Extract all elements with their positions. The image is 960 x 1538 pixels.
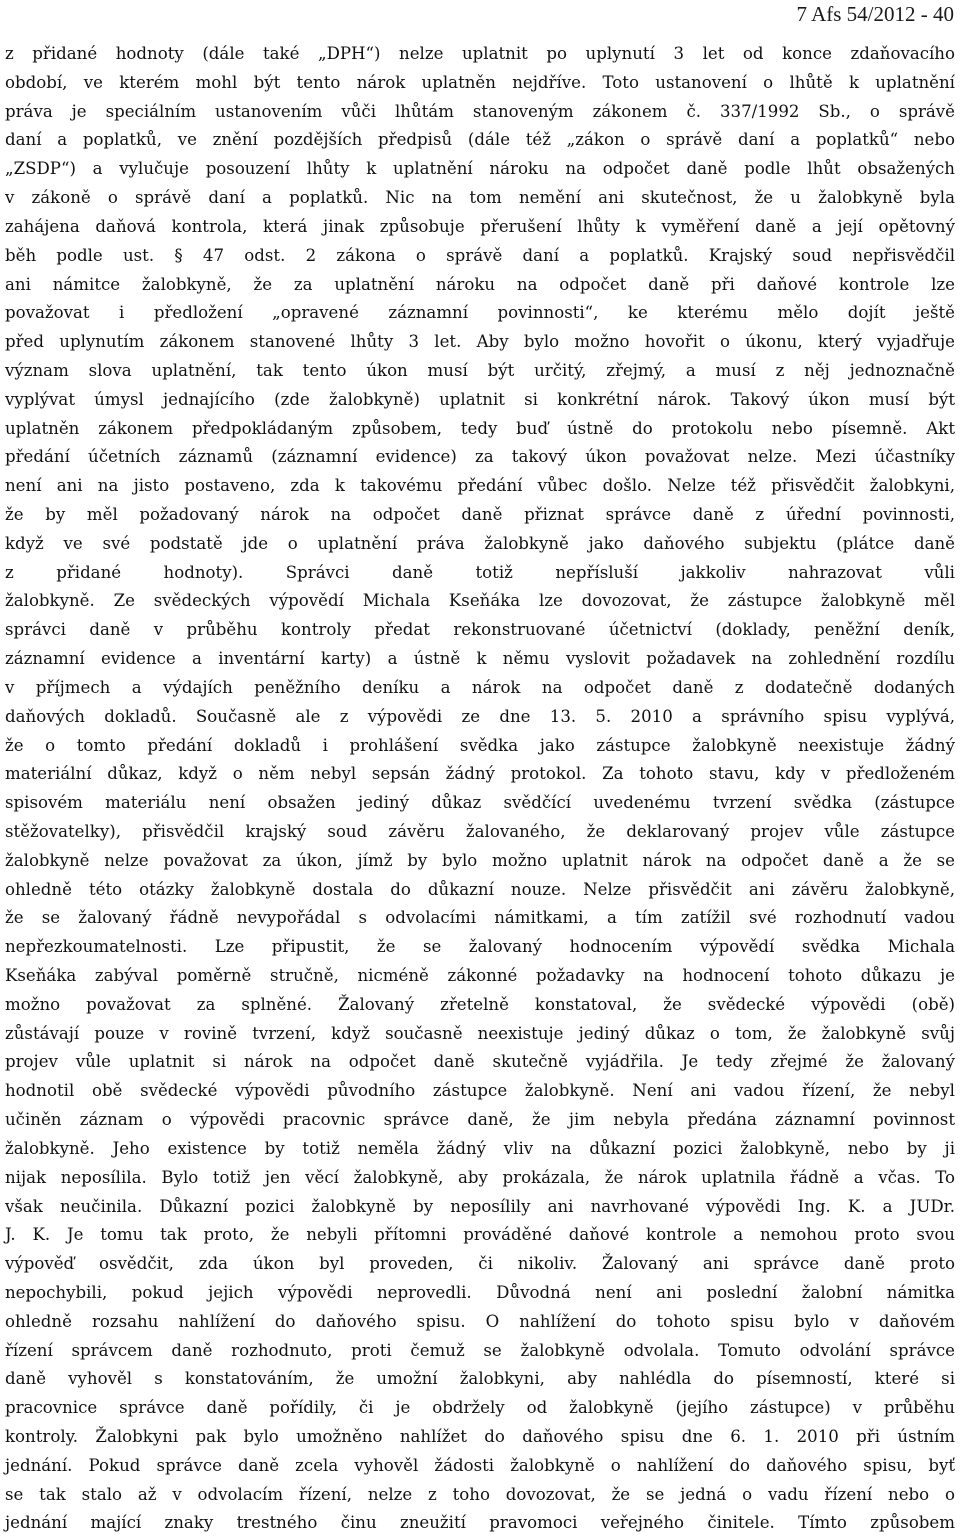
text-line: J. K. Je tomu tak proto, že nebyli přítomni prováděné daňové kontrole a nemohou proto svou (5, 1225, 955, 1245)
text-line: se tak stalo až v odvolacím řízení, nelze z toho dovozovat, že se jedná o vadu řízení nebo o (5, 1484, 955, 1504)
text-line: jednání. Pokud správce daně zcela vyhověl žádosti žalobkyně o nahlížení do daňového spisu, byť (5, 1455, 955, 1475)
text-line: před uplynutím zákonem stanovené lhůty 3 let. Aby bylo možno hovořit o úkonu, který vyjadřuje (5, 332, 955, 352)
text-line: předání účetních záznamů (záznamní evidence) za takový úkon považovat nelze. Mezi účastníky (5, 447, 955, 467)
text-line: že o tomto předání dokladů i prohlášení svědka jako zástupce žalobkyně neexistuje žádný (5, 735, 955, 755)
text-line: že by měl požadovaný nárok na odpočet daně přiznat správce daně z úřední povinnosti, (5, 505, 955, 524)
text-line: hodnotil obě svědecké výpovědi původního zástupce žalobkyně. Není ani vadou řízení, že nebyl (5, 1081, 955, 1101)
text-line: záznamní evidence a inventární karty) a ústně k němu vyslovit požadavek na zohlednění rozdílu (5, 649, 955, 669)
text-line: ohledně této otázky žalobkyně dostala do důkazní nouze. Nelze přisvědčit ani závěru žalobkyně, (5, 879, 955, 899)
text-line: materiální důkaz, když o něm nebyl sepsán žádný protokol. Za tohoto stavu, kdy v předloženém (5, 764, 955, 784)
text-line: období, ve kterém mohl být tento nárok uplatněn nejdříve. Toto ustanovení o lhůtě k uplatnění (5, 72, 955, 92)
text-line: z přidané hodnoty (dále také „DPH“) nelze uplatnit po uplynutí 3 let od konce zdaňovacího (5, 44, 955, 63)
text-line: spisovém materiálu není obsažen jediný důkaz svědčící uvedenému tvrzení svědka (zástupce (5, 793, 955, 813)
text-line: kontroly. Žalobkyni pak bylo umožněno nahlížet do daňového spisu dne 6. 1. 2010 při ústním (5, 1427, 955, 1446)
text-line: žalobkyně. Jeho existence by totiž neměla žádný vliv na důkazní pozici žalobkyně, nebo by ji (5, 1138, 955, 1158)
text-line: „ZSDP“) a vylučuje posouzení lhůty k uplatnění nároku na odpočet daně podle lhůt obsažených (5, 159, 955, 179)
text-line: řízení správcem daně rozhodnuto, proti čemuž se žalobkyně odvolala. Tomuto odvolání správce (5, 1340, 955, 1360)
text-line: možno považovat za splněné. Žalovaný zřetelně konstatoval, že svědecké výpovědi (obě) (5, 994, 955, 1014)
text-line: však neučinila. Důkazní pozici žalobkyně by neposílily ani navrhované výpovědi Ing. K. a JUDr. (5, 1196, 955, 1216)
text-line: v příjmech a výdajích peněžního deníku a nárok na odpočet daně z dodatečně dodaných (5, 677, 955, 697)
text-line: správci daně v průběhu kontroly předat rekonstruované účetnictví (doklady, peněžní deník, (5, 620, 955, 640)
text-line: zahájena daňová kontrola, která jinak způsobuje přerušení lhůty k vyměření daně a její opětovný (5, 216, 955, 236)
text-line: výpověď osvědčit, zda úkon byl proveden, či nikoliv. Žalovaný ani správce daně proto (5, 1254, 955, 1274)
text-line: žalobkyně. Ze svědeckých výpovědí Michala Kseňáka lze dovozovat, že zástupce žalobkyně měl (5, 591, 955, 611)
text-line: pracovnice správce daně pořídily, či je obdržely od žalobkyně (jejího zástupce) v průběhu (5, 1398, 955, 1418)
text-line: Kseňáka zabýval poměrně stručně, nicméně zákonné požadavky na hodnocení tohoto důkazu je (5, 966, 955, 985)
text-line: běh podle ust. § 47 odst. 2 zákona o správě daní a poplatků. Krajský soud nepřisvědčil (5, 245, 955, 265)
text-line: z přidané hodnoty). Správci daně totiž nepřísluší jakkoliv nahrazovat vůli (5, 562, 955, 582)
text-line: uplatněn zákonem předpokládaným způsobem, tedy buď ústně do protokolu nebo písemně. Akt (5, 418, 955, 438)
text-line: v zákoně o správě daní a poplatků. Nic na tom nemění ani skutečnost, že u žalobkyně byla (5, 188, 955, 208)
text-line: vyplývat úmysl jednajícího (zde žalobkyně) uplatnit si konkrétní nárok. Takový úkon musí být (5, 389, 955, 409)
text-line: že se žalovaný řádně nevypořádal s odvolacími námitkami, a tím zatížil své rozhodnutí vadou (5, 908, 955, 928)
judgment-body-text (5, 40, 955, 1538)
text-line: zůstávají pouze v rovině tvrzení, když současně neexistuje jediný důkaz o tom, že žalobkyně svůj (5, 1023, 955, 1043)
text-line: daní a poplatků, ve znění pozdějších předpisů (dále též „zákon o správě daní a poplatků“ nebo (5, 130, 955, 150)
text-line: daňových dokladů. Současně ale z výpovědi ze dne 13. 5. 2010 a správního spisu vyplývá, (5, 706, 955, 726)
text-line: považovat i předložení „opravené záznamní povinnosti“, ke kterému mělo dojít ještě (5, 303, 955, 323)
text-line: jednání mající znaky trestného činu zneužití pravomoci veřejného činitele. Tímto způsobem (5, 1513, 955, 1533)
text-line: práva je speciálním ustanovením vůči lhůtám stanoveným zákonem č. 337/1992 Sb., o správě (5, 101, 955, 121)
text-line: nepřezkoumatelnosti. Lze připustit, že se žalovaný hodnocením výpovědí svědka Michala (5, 937, 955, 957)
case-number-header: 7 Afs 54/2012 - 40 (796, 2, 954, 26)
text-line: nepochybili, pokud jejich výpovědi neprovedli. Důvodná není ani poslední žalobní námitka (5, 1282, 955, 1302)
text-line: ohledně rozsahu nahlížení do daňového spisu. O nahlížení do tohoto spisu bylo v daňovém (5, 1311, 955, 1331)
text-line: není ani na jisto postaveno, zda k takovému předání vůbec došlo. Nelze též přisvědčit žalobkyni, (5, 476, 955, 496)
text-line: projev vůle uplatnit si nárok na odpočet daně skutečně vyjádřila. Je tedy zřejmé že žalovaný (5, 1052, 955, 1072)
text-line: nijak neposílila. Bylo totiž jen věcí žalobkyně, aby prokázala, že nárok uplatnila řádně a včas. To (5, 1167, 955, 1187)
text-line: význam slova uplatnění, tak tento úkon musí být určitý, zřejmý, a musí z něj jednoznačně (5, 360, 955, 380)
text-line: ani námitce žalobkyně, že za uplatnění nároku na odpočet daně při daňové kontrole lze (5, 274, 955, 294)
text-line: daně vyhověl s konstatováním, že umožní žalobkyni, aby nahlédla do písemností, které si (5, 1369, 955, 1389)
text-line: když ve své podstatě jde o uplatnění práva žalobkyně jako daňového subjektu (plátce daně (5, 533, 955, 553)
text-line: žalobkyně nelze považovat za úkon, jímž by bylo možno uplatnit nárok na odpočet daně a že se (5, 850, 955, 870)
text-line: učiněn záznam o výpovědi pracovnic správce daně, že jim nebyla předána záznamní povinnost (5, 1110, 955, 1130)
text-line: stěžovatelky), přisvědčil krajský soud závěru žalovaného, že deklarovaný projev vůle zástupce (5, 821, 955, 841)
